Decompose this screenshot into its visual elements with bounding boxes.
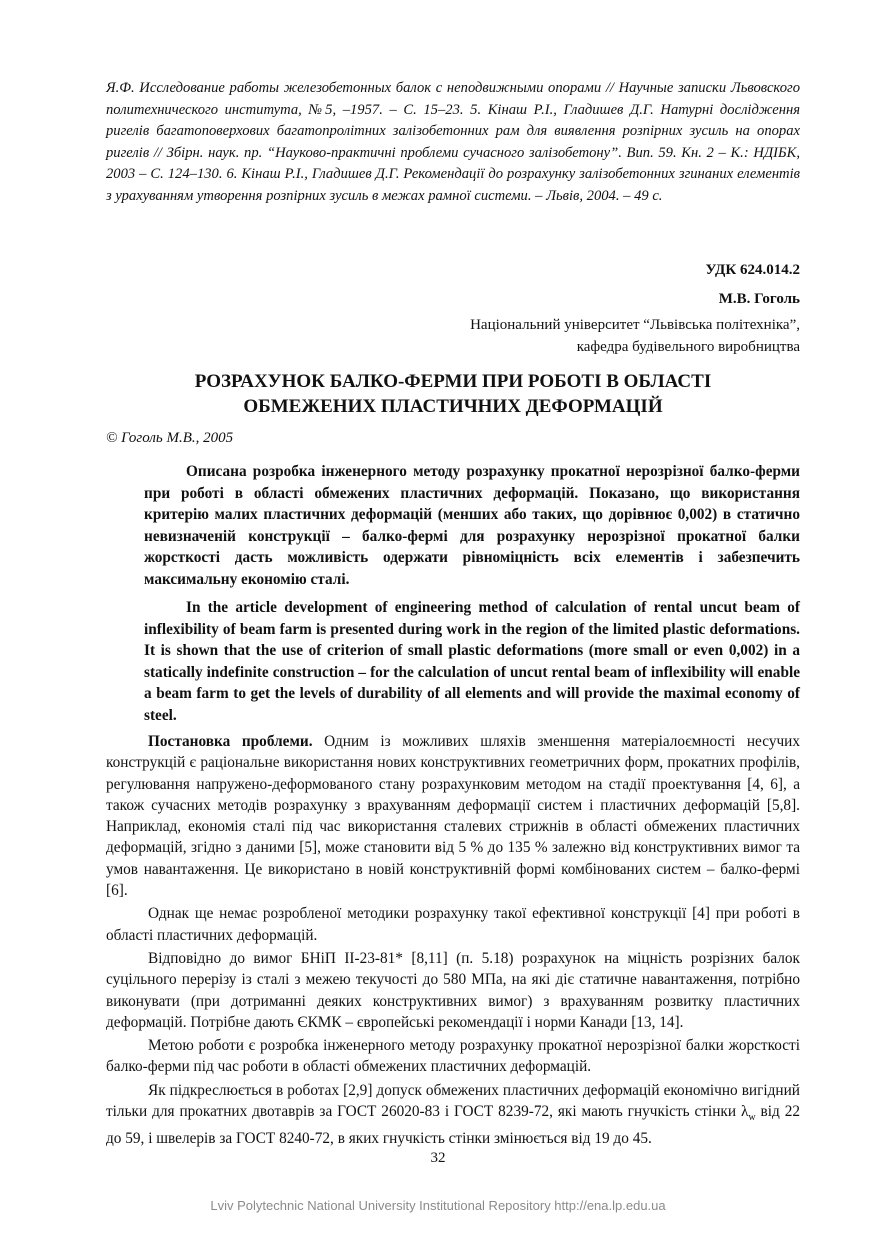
body-paragraph-5 <box>106 1080 800 1150</box>
abstract-ukrainian <box>144 461 800 590</box>
references-continuation <box>106 78 800 207</box>
udk-code: УДК 624.014.2 <box>705 262 800 278</box>
repository-footer: Lviv Polytechnic National University Institutional Repository http://ena.lp.edu.ua <box>210 1198 666 1213</box>
author-affiliation <box>470 314 800 358</box>
paragraph-5-text-b: від 22 до 59, і швелерів за ГОСТ 8240-72, в яких гнучкість стінки змінюється від 19 до 45. <box>106 1103 801 1148</box>
affiliation-department: кафедра будівельного виробництва <box>576 339 800 355</box>
title-line-2: ОБМЕЖЕНИХ ПЛАСТИЧНИХ ДЕФОРМАЦІЙ <box>243 396 663 417</box>
body-paragraph-1 <box>106 731 800 901</box>
body-paragraph-3: Відповідно до вимог БНіП ІІ-23-81* [8,11] (п. 5.18) розрахунок на міцність розрізних балок суцільного перерізу із сталі з межею текучості до 580 МПа, на які діє статичне навантаження, потрібно виконувати (при дотриманні деяких конструктивних вимог) з врахуванням розвитку пластичних деформацій. Потрібне дають ЄКМК – європейські рекомендації і норми Канади [13, 14]. <box>106 949 800 1031</box>
copyright-notice: © Гоголь М.В., 2005 <box>106 430 234 446</box>
abstract-ukrainian-text: Описана розробка інженерного методу розрахунку прокатної нерозрізної балко-ферми при роботі в області обмежених пластичних деформацій. Показано, що використання критерію малих пластичних деформацій (менших або таких, що дорівнює 0,002) в статично невизначеній конструкції – балко-фермі для розрахунку нерозрізної прокатної балки жорсткості дасть можливість одержати рівноміцність всіх елементів і забезпечить максимальну економію сталі. <box>144 463 800 588</box>
paragraph-5-text-a: Як підкреслюється в роботах [2,9] допуск обмежених пластичних деформацій економічно вигідний тільки для прокатних двотаврів за ГОСТ 26020-83 і ГОСТ 8239-72, які мають гнучкість стінки λ <box>106 1081 800 1121</box>
section-heading: Постановка проблеми. <box>148 733 313 750</box>
page-number: 32 <box>430 1150 446 1166</box>
abstract-english <box>144 597 800 726</box>
body-paragraph-4: Метою роботи є розробка інженерного методу розрахунку прокатної нерозрізної балки жорсткості балко-ферми під час роботи в області обмежених пластичних деформацій. <box>106 1037 800 1076</box>
body-paragraph-2: Однак ще немає розробленої методики розрахунку такої ефективної конструкції [4] при роботі в області пластичних деформацій. <box>106 905 800 944</box>
affiliation-university: Національний університет “Львівська політехніка”, <box>470 317 800 333</box>
abstract-english-text: In the article development of engineering method of calculation of rental uncut beam of inflexibility of beam farm is presented during work in the region of the limited plastic deformations. It is shown that the use of criterion of small plastic deformations (more small or even 0,002) in a statically indefinite construction – for the calculation of uncut rental beam of inflexibility will enable a beam farm to get the levels of durability of all elements and will provide the maximal economy of steel. <box>144 599 800 724</box>
body-text <box>106 731 800 1150</box>
title-line-1: РОЗРАХУНОК БАЛКО-ФЕРМИ ПРИ РОБОТІ В ОБЛАСТІ <box>194 371 712 392</box>
paper-title <box>106 369 800 419</box>
author-name: М.В. Гоголь <box>718 291 800 307</box>
references-text: Я.Ф. Исследование работы железобетонных балок с неподвижными опорами // Научные записки Львовского политехнического института, №5, –1957. – С. 15–23. 5. Кінаш Р.І., Гладишев Д.Г. Натурні дослідження ригелів багатоповерхових багатопролітних залізобетонних рам для виявлення розпірних зусиль на опорах ригелів // Збірн. наук. пр. “Науково-практичні проблеми сучасного залізобетону”. Вип. 59. Кн. 2 – К.: НДІБК, 2003 – С. 124–130. 6. Кінаш Р.І., Гладишев Д.Г. Рекомендації до розрахунку залізобетонних згинаних елементів з урахуванням утворення розпірних зусиль в межах рамної системи. – Львів, 2004. – 49 с. <box>106 80 800 204</box>
lambda-subscript: w <box>748 1112 756 1124</box>
paragraph-1-text: Одним із можливих шляхів зменшення матеріалоємності несучих конструкцій є раціональне використання нових конструктивних геометричних форм, прокатних профілів, регулювання напружено-деформованого стану розрахунковим методом на стадії проектування [4, 6], а також сучасних методів розрахунку з врахуванням деформації систем і пластичних деформацій [5,8]. Наприклад, економія сталі під час використання сталевих стрижнів в області обмежених пластичних деформацій, згідно з даними [5], може становити від 5 % до 135 % залежно від конструктивних вимог та умов навантаження. Це використано в новій конструктивній формі комбінованих систем – балко-фермі [6]. <box>106 733 800 900</box>
